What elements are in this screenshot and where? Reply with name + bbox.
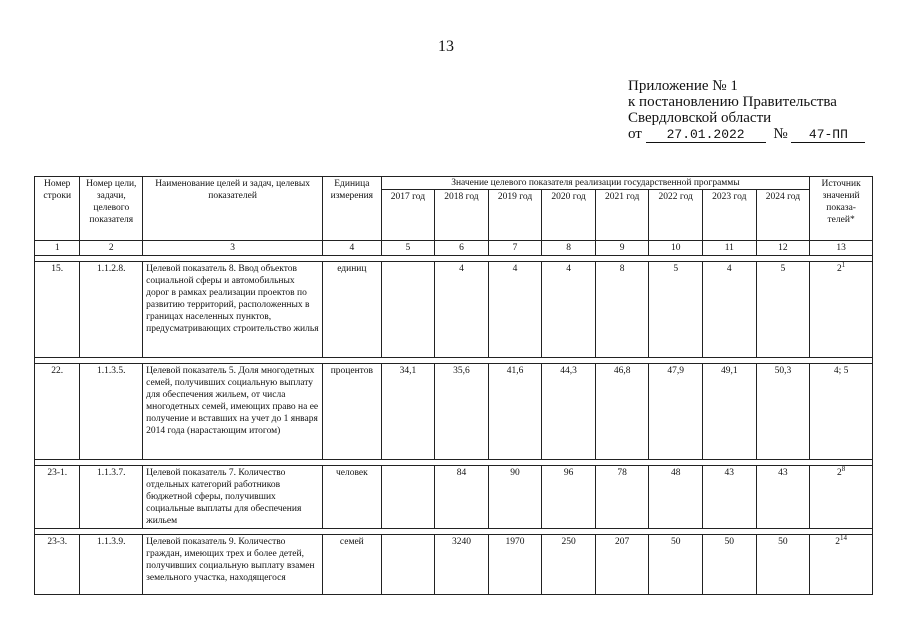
value-2024: 5 [756,262,810,358]
header-year: 2018 год [435,190,489,241]
value-2024: 50 [756,535,810,595]
goal-code: 1.1.3.9. [80,535,143,595]
value-2017 [381,262,435,358]
source-footnote: 14 [840,533,847,542]
goal-code: 1.1.3.5. [80,364,143,460]
row-number: 23-3. [35,535,80,595]
column-number: 12 [756,241,810,256]
value-2020: 4 [542,262,596,358]
page-number: 13 [438,38,454,55]
row-number: 23-1. [35,466,80,529]
column-number: 11 [703,241,757,256]
header-row-number: Номер строки [35,177,80,241]
header-year: 2020 год [542,190,596,241]
indicators-table [34,176,873,595]
column-number: 3 [143,241,323,256]
unit: семей [323,535,382,595]
column-number: 2 [80,241,143,256]
goal-code: 1.1.3.7. [80,466,143,529]
date-prefix: от [628,126,642,142]
column-number: 8 [542,241,596,256]
value-2022: 5 [649,262,703,358]
resolution-number: 47-ПП [791,128,865,143]
column-number: 4 [323,241,382,256]
source-value: 2 [835,537,840,547]
source-value: 2 [837,468,842,478]
header-year: 2021 год [595,190,649,241]
value-2023: 43 [703,466,757,529]
indicator-name: Целевой показатель 8. Ввод объектов социальной сферы и автомобильных дорог в рамках реализации проектов по развитию территорий, расположенных в границах населенных пунктов, предусматривающих строительство жилья [143,262,323,358]
value-2017 [381,535,435,595]
value-2021: 8 [595,262,649,358]
column-number: 9 [595,241,649,256]
appendix-resolution: к постановлению Правительства [628,94,837,110]
appendix-title: Приложение № 1 [628,78,738,94]
value-2019: 90 [488,466,542,529]
value-2020: 96 [542,466,596,529]
appendix-header [628,78,865,143]
value-2018: 4 [435,262,489,358]
column-numbers-row [35,241,873,256]
table-row [35,262,873,358]
value-2023: 50 [703,535,757,595]
unit: человек [323,466,382,529]
value-2020: 250 [542,535,596,595]
column-number: 10 [649,241,703,256]
indicator-name: Целевой показатель 9. Количество граждан, имеющих трех и более детей, получивших социальную выплату взамен земельного участка, находящегося [143,535,323,595]
indicator-name: Целевой показатель 7. Количество отдельных категорий работников бюджетной сферы, получивших социальные выплаты для обеспечения жильем [143,466,323,529]
goal-code: 1.1.2.8. [80,262,143,358]
row-number: 15. [35,262,80,358]
value-2021: 78 [595,466,649,529]
header-name: Наименование целей и задач, целевых показателей [143,177,323,241]
header-row [35,177,873,190]
source [810,262,873,358]
source-value: 2 [837,264,842,274]
value-2023: 49,1 [703,364,757,460]
header-year: 2022 год [649,190,703,241]
unit: процентов [323,364,382,460]
value-2019: 41,6 [488,364,542,460]
table-row [35,535,873,595]
header-year: 2024 год [756,190,810,241]
row-number: 22. [35,364,80,460]
header-year: 2023 год [703,190,757,241]
source [810,364,873,460]
value-2018: 3240 [435,535,489,595]
appendix-region: Свердловской области [628,110,772,126]
value-2022: 47,9 [649,364,703,460]
column-number: 7 [488,241,542,256]
value-2021: 207 [595,535,649,595]
header-values-group: Значение целевого показателя реализации государственной программы [381,177,810,190]
value-2017 [381,466,435,529]
value-2023: 4 [703,262,757,358]
source-footnote: 1 [841,260,846,269]
header-year: 2019 год [488,190,542,241]
value-2019: 4 [488,262,542,358]
table-row [35,466,873,529]
number-prefix: № [773,126,788,142]
indicator-name: Целевой показатель 5. Доля многодетных семей, получивших социальную выплату для обеспечения жильем, от числа многодетных семей, имеющих право на ее получение и вставших на учет до 1 января 2014 года (нарастающим итогом) [143,364,323,460]
value-2024: 43 [756,466,810,529]
header-source: Источник значений показа- телей* [810,177,873,241]
column-number: 1 [35,241,80,256]
value-2018: 35,6 [435,364,489,460]
source-footnote: 8 [841,464,846,473]
column-number: 13 [810,241,873,256]
unit: единиц [323,262,382,358]
value-2022: 48 [649,466,703,529]
value-2017: 34,1 [381,364,435,460]
source [810,466,873,529]
source-value: 4; 5 [833,366,849,376]
value-2019: 1970 [488,535,542,595]
value-2018: 84 [435,466,489,529]
table-row [35,364,873,460]
header-goal-number: Номер цели, задачи, целевого показателя [80,177,143,241]
resolution-date: 27.01.2022 [646,128,766,143]
value-2021: 46,8 [595,364,649,460]
column-number: 5 [381,241,435,256]
value-2020: 44,3 [542,364,596,460]
value-2024: 50,3 [756,364,810,460]
source [810,535,873,595]
column-number: 6 [435,241,489,256]
value-2022: 50 [649,535,703,595]
header-unit: Единица измерения [323,177,382,241]
header-year: 2017 год [381,190,435,241]
appendix-date-line [628,126,865,143]
